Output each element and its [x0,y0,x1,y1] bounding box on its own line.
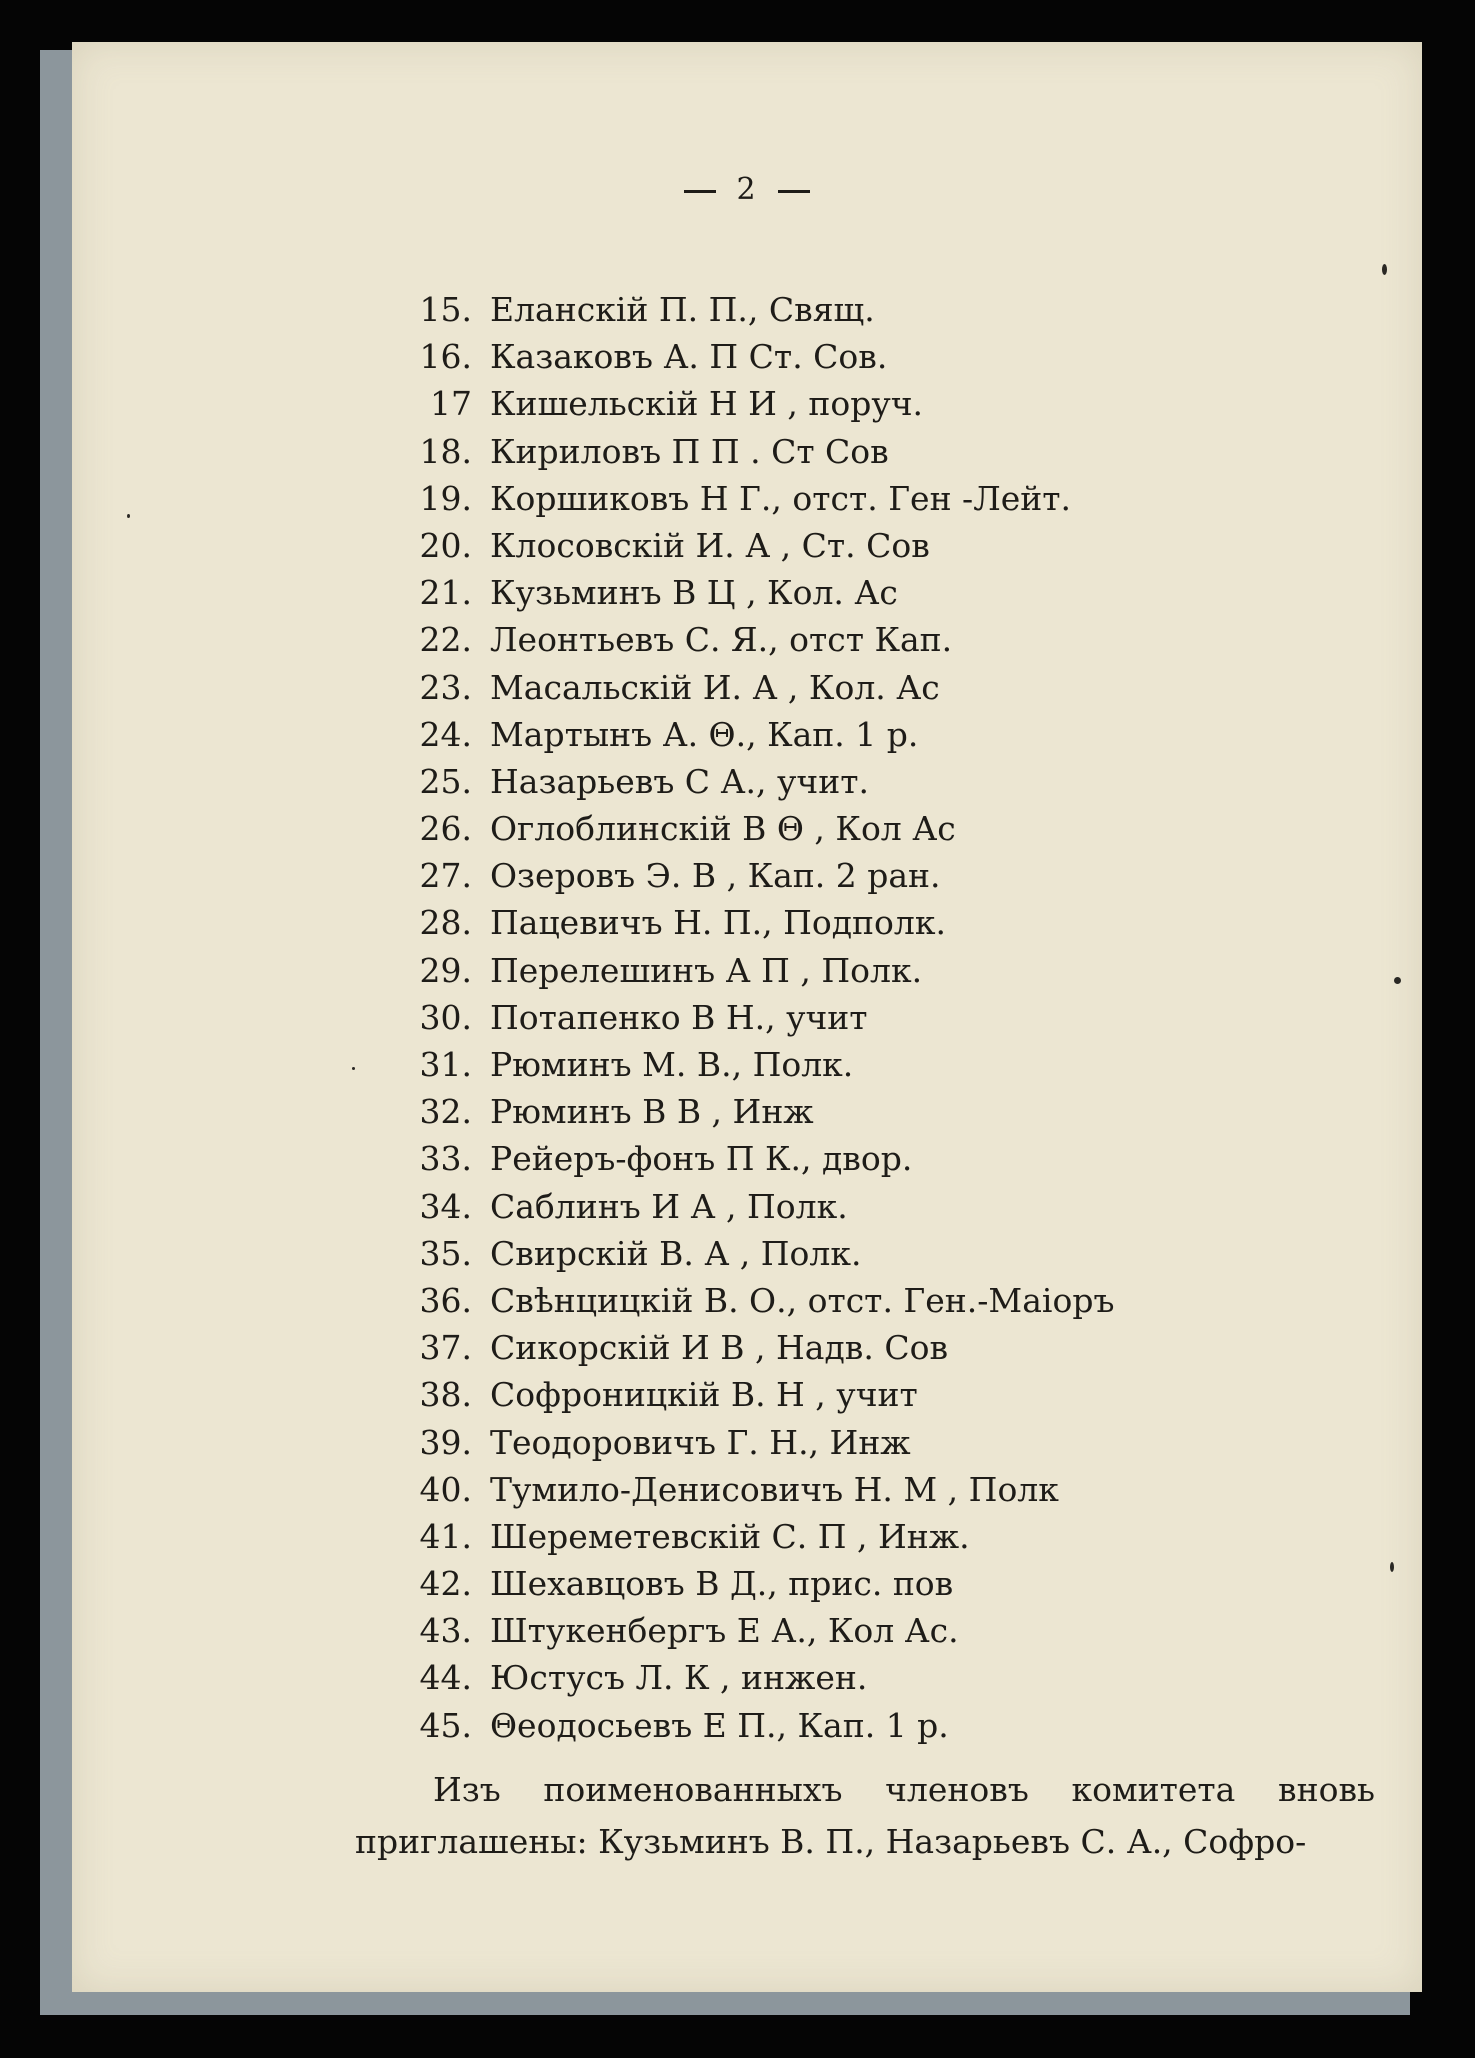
member-row [402,616,1114,663]
member-row [402,1654,1114,1701]
member-name: Кузьминъ В Ц , Кол. Ас [490,573,898,613]
member-number: 29. [419,950,472,990]
member-row [402,1324,1114,1371]
member-name: Шехавцовъ В Д., прис. пов [490,1564,954,1604]
member-number: 36. [419,1280,472,1320]
member-row [402,380,1114,427]
closing-paragraph: Изъ поименованныхъ членовъ комитета вновь приглашены: Кузьминъ В. П., Назарьевъ С. А., Софро- [355,1770,1375,1861]
member-row [402,522,1114,569]
member-row [402,758,1114,805]
members-list [402,286,1114,1749]
member-number: 45. [419,1705,472,1745]
member-number: 23. [419,667,472,707]
member-row [402,1135,1114,1182]
member-name: Саблинъ И А , Полк. [490,1186,848,1226]
member-name: Свѣнцицкій В. О., отст. Ген.-Маіоръ [490,1280,1115,1320]
member-name: Кириловъ П П . Ст Сов [490,431,889,471]
member-row [402,805,1114,852]
member-name: Рюминъ М. В., Полк. [490,1045,854,1084]
member-number: 40. [419,1469,472,1509]
member-number: 21. [419,573,472,613]
member-row [402,1702,1114,1749]
member-number: 24. [419,714,472,754]
member-row [402,1041,1114,1088]
member-name: Штукенбергъ Е А., Кол Ас. [490,1611,959,1651]
member-name: Перелешинъ А П , Полк. [490,950,923,990]
member-number: 37. [419,1328,472,1368]
member-row [402,711,1114,758]
member-number: 17 [430,384,472,424]
member-row [402,899,1114,946]
member-number: 38. [419,1375,472,1415]
member-number: 26. [419,809,472,849]
member-name: Еланскій П. П., Свящ. [490,290,875,329]
member-name: Рюминъ В В , Инж [490,1092,814,1132]
member-number: 22. [419,620,472,660]
member-number: 31. [419,1045,472,1084]
member-row [402,333,1114,380]
member-name: Шереметевскій С. П , Инж. [490,1516,970,1556]
member-name: Леонтьевъ С. Я., отст Кап. [490,620,953,660]
member-number: 20. [419,525,472,565]
member-number: 19. [419,478,472,518]
member-number: 32. [419,1092,472,1132]
page-number-text: 2 [736,172,758,207]
member-number: 27. [419,856,472,896]
member-row [402,852,1114,899]
member-row [402,1088,1114,1135]
dash-left [684,190,716,193]
member-name: Свирскій В. А , Полк. [490,1233,862,1273]
member-number: 15. [419,290,472,329]
member-row [402,1466,1114,1513]
member-name: Рейеръ-фонъ П К., двор. [490,1139,913,1179]
member-number: 35. [419,1233,472,1273]
member-row [402,1371,1114,1418]
dash-right [778,190,810,193]
speck [1382,264,1387,275]
member-name: Клосовскій И. А , Ст. Сов [490,525,930,565]
member-number: 25. [419,761,472,801]
member-row [402,1607,1114,1654]
member-row [402,475,1114,522]
member-name: Оглоблинскій В Θ , Кол Ас [490,809,956,849]
member-row [402,569,1114,616]
member-name: Казаковъ А. П Ст. Сов. [490,337,888,377]
member-name: Масальскій И. А , Кол. Ас [490,667,940,707]
member-number: 39. [419,1422,472,1462]
member-row [402,1560,1114,1607]
member-name: Озеровъ Э. В , Кап. 2 ран. [490,856,941,896]
member-name: Тумило-Денисовичъ Н. М , Полк [490,1469,1059,1509]
speck [127,514,130,518]
page-number [72,172,1422,207]
member-number: 43. [419,1611,472,1651]
member-number: 28. [419,903,472,943]
member-row [402,1419,1114,1466]
member-number: 42. [419,1564,472,1604]
member-number: 18. [419,431,472,471]
member-number: 41. [419,1516,472,1556]
member-name: Софроницкій В. Н , учит [490,1375,918,1415]
member-row [402,1277,1114,1324]
member-name: Мартынъ А. Θ., Кап. 1 р. [490,714,919,754]
member-name: Кишельскій Н И , поруч. [490,384,924,424]
member-number: 33. [419,1139,472,1179]
member-row [402,286,1114,333]
speck [1394,977,1401,984]
member-name: Θеодосьевъ Е П., Кап. 1 р. [490,1705,949,1745]
member-row [402,1230,1114,1277]
member-row [402,428,1114,475]
speck [352,1067,355,1070]
member-name: Коршиковъ Н Г., отст. Ген -Лейт. [490,478,1072,518]
member-name: Юстусъ Л. К , инжен. [490,1658,868,1698]
member-name: Потапенко В Н., учит [490,997,868,1037]
member-name: Пацевичъ Н. П., Подполк. [490,903,946,943]
member-row [402,947,1114,994]
member-row [402,1513,1114,1560]
member-row [402,664,1114,711]
member-name: Теодоровичъ Г. Н., Инж [490,1422,911,1462]
member-number: 34. [419,1186,472,1226]
member-name: Сикорскій И В , Надв. Сов [490,1328,949,1368]
document-page [72,42,1422,1992]
member-name: Назарьевъ С А., учит. [490,761,869,801]
member-row [402,994,1114,1041]
speck [1390,1562,1394,1572]
member-number: 16. [419,337,472,377]
member-number: 30. [419,997,472,1037]
member-number: 44. [419,1658,472,1698]
member-row [402,1183,1114,1230]
